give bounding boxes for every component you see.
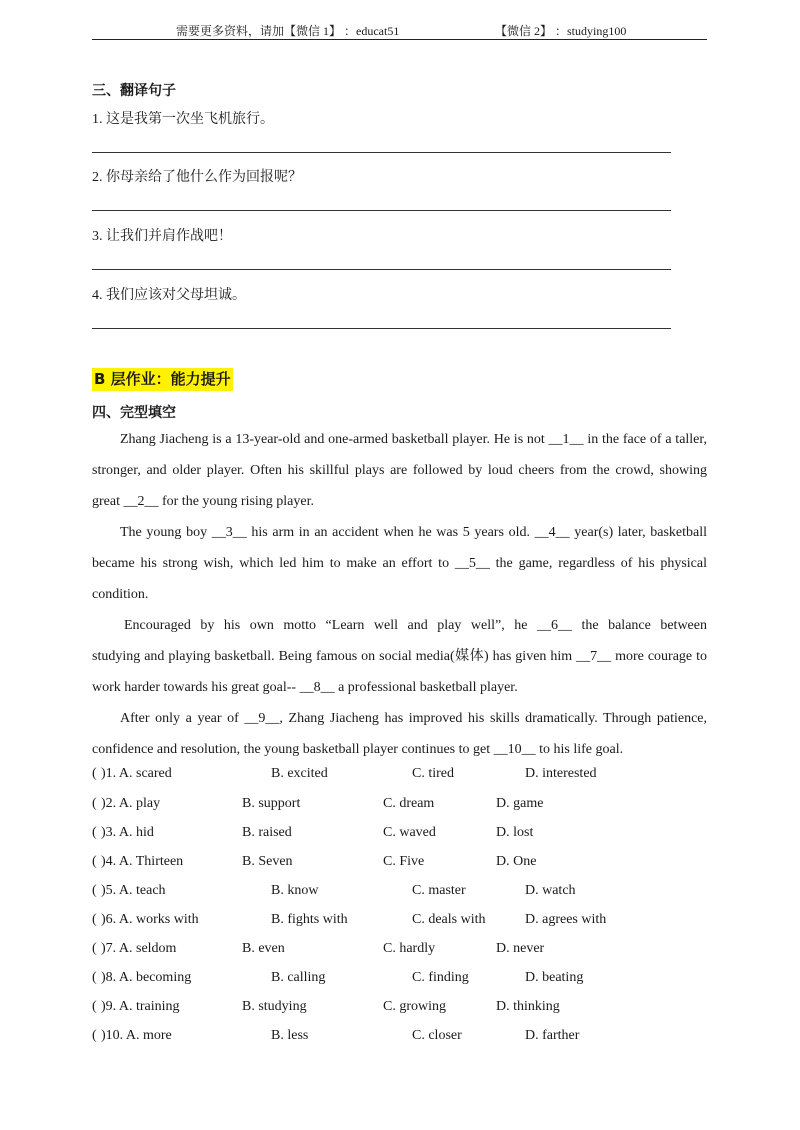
translation-item-3: 3. 让我们并肩作战吧！: [92, 229, 232, 244]
answer-blank[interactable]: (: [92, 766, 97, 781]
option-b[interactable]: B. raised: [242, 825, 292, 840]
option-a[interactable]: )3. A. hid: [101, 825, 154, 840]
option-b[interactable]: B. support: [242, 796, 301, 811]
option-c[interactable]: C. finding: [412, 970, 469, 985]
b-layer-title: B 层作业：能力提升: [92, 368, 233, 391]
option-a[interactable]: )8. A. becoming: [101, 970, 192, 985]
passage-paragraph-3: [92, 610, 707, 703]
option-b[interactable]: B. Seven: [242, 854, 293, 869]
passage-line: great __2__ for the young rising player.: [92, 494, 315, 509]
answer-blank[interactable]: (: [92, 796, 97, 811]
page-header: [92, 22, 707, 40]
option-b[interactable]: B. calling: [271, 970, 326, 985]
option-b[interactable]: B. excited: [271, 766, 328, 781]
option-d[interactable]: D. One: [496, 854, 537, 869]
passage-line: After only a year of __9__, Zhang Jiacheng has improved his skills dramatically. Through patience,: [120, 711, 707, 726]
section-4-title: 四、完型填空: [92, 405, 176, 421]
option-a[interactable]: )1. A. scared: [101, 766, 172, 781]
passage-paragraph-4: [92, 703, 707, 765]
passage-line: confidence and resolution, the young basketball player continues to get __10__ to his life goal.: [92, 742, 624, 757]
question-row: [92, 999, 707, 1019]
question-row: [92, 883, 707, 903]
option-a[interactable]: )6. A. works with: [101, 912, 199, 927]
option-d[interactable]: D. thinking: [496, 999, 560, 1014]
answer-line-1[interactable]: [92, 152, 671, 153]
option-b[interactable]: B. know: [271, 883, 319, 898]
passage-line: became his strong wish, which led him to make an effort to __5__ the game, regardless of his physical: [92, 556, 707, 571]
answer-blank[interactable]: (: [92, 1028, 97, 1043]
passage-line: condition.: [92, 587, 149, 602]
option-c[interactable]: C. growing: [383, 999, 446, 1014]
question-row: [92, 825, 707, 845]
question-row: [92, 854, 707, 874]
passage-line: stronger, and older player. Often his skillful plays are followed by loud cheers from the crowd, showing: [92, 463, 707, 478]
option-b[interactable]: B. studying: [242, 999, 307, 1014]
option-d[interactable]: D. lost: [496, 825, 534, 840]
option-c[interactable]: C. waved: [383, 825, 436, 840]
answer-blank[interactable]: (: [92, 999, 97, 1014]
option-a[interactable]: )4. A. Thirteen: [101, 854, 184, 869]
answer-blank[interactable]: (: [92, 854, 97, 869]
passage-line: Encouraged by his own motto “Learn well and play well”, he __6__ the balance between: [124, 618, 707, 633]
option-a[interactable]: )7. A. seldom: [101, 941, 177, 956]
option-b[interactable]: B. less: [271, 1028, 309, 1043]
option-d[interactable]: D. interested: [525, 766, 597, 781]
question-row: [92, 1028, 707, 1048]
option-d[interactable]: D. game: [496, 796, 544, 811]
option-a[interactable]: )9. A. training: [101, 999, 180, 1014]
section-3-title: 三、翻译句子: [92, 83, 176, 99]
answer-blank[interactable]: (: [92, 941, 97, 956]
answer-line-2[interactable]: [92, 210, 671, 211]
option-c[interactable]: C. Five: [383, 854, 425, 869]
answer-blank[interactable]: (: [92, 883, 97, 898]
option-a[interactable]: )2. A. play: [101, 796, 161, 811]
option-d[interactable]: D. watch: [525, 883, 576, 898]
option-c[interactable]: C. tired: [412, 766, 454, 781]
passage-line: The young boy __3__ his arm in an accident when he was 5 years old. __4__ year(s) later, basketball: [120, 525, 707, 540]
translation-item-1: 1. 这是我第一次坐飞机旅行。: [92, 112, 274, 127]
header-wechat-1: 需要更多资料，请加【微信 1】 ：educat51: [176, 24, 400, 38]
answer-blank[interactable]: (: [92, 912, 97, 927]
passage-line: Zhang Jiacheng is a 13-year-old and one-armed basketball player. He is not __1__ in the face of a taller,: [120, 432, 707, 447]
translation-item-4: 4. 我们应该对父母坦诚。: [92, 288, 246, 303]
answer-blank[interactable]: (: [92, 970, 97, 985]
option-b[interactable]: B. even: [242, 941, 285, 956]
option-d[interactable]: D. agrees with: [525, 912, 607, 927]
option-d[interactable]: D. farther: [525, 1028, 580, 1043]
answer-line-3[interactable]: [92, 269, 671, 270]
option-c[interactable]: C. master: [412, 883, 466, 898]
translation-item-2: 2. 你母亲给了他什么作为回报呢？: [92, 170, 302, 185]
passage-paragraph-2: [92, 517, 707, 610]
question-row: [92, 796, 707, 816]
cloze-passage: [92, 424, 707, 765]
answer-blank[interactable]: (: [92, 825, 97, 840]
question-row: [92, 970, 707, 990]
answer-line-4[interactable]: [92, 328, 671, 329]
passage-line: work harder towards his great goal-- __8__ a professional basketball player.: [92, 680, 518, 695]
question-row: [92, 941, 707, 961]
option-d[interactable]: D. never: [496, 941, 545, 956]
passage-paragraph-1: [92, 424, 707, 517]
passage-line: studying and playing basketball. Being famous on social media(媒体) has given him __7__ more courage to: [92, 649, 707, 664]
question-row: [92, 912, 707, 932]
option-a[interactable]: )5. A. teach: [101, 883, 166, 898]
option-c[interactable]: C. closer: [412, 1028, 462, 1043]
option-d[interactable]: D. beating: [525, 970, 584, 985]
question-row: [92, 766, 707, 786]
option-a[interactable]: )10. A. more: [101, 1028, 172, 1043]
header-wechat-2: 【微信 2】 ：studying100: [495, 24, 627, 38]
option-c[interactable]: C. hardly: [383, 941, 436, 956]
option-c[interactable]: C. deals with: [412, 912, 486, 927]
option-b[interactable]: B. fights with: [271, 912, 348, 927]
option-c[interactable]: C. dream: [383, 796, 435, 811]
